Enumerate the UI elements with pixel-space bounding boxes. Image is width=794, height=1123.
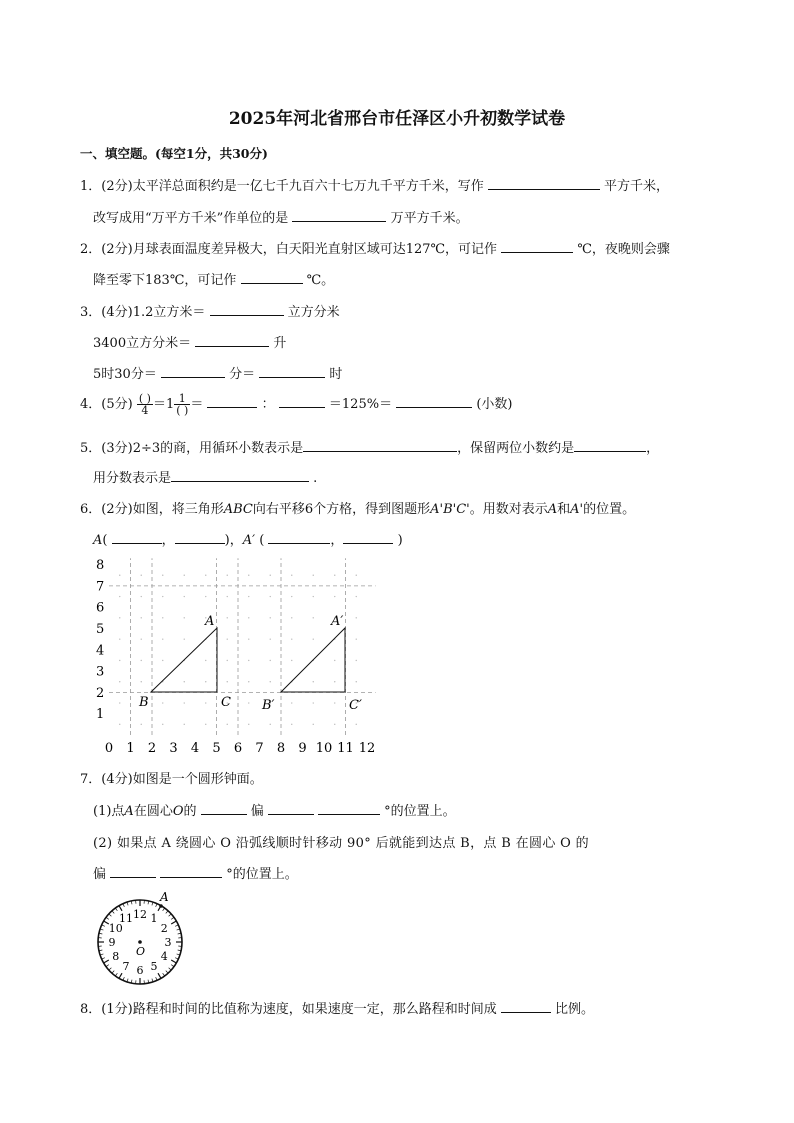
grid-dot bbox=[248, 638, 249, 639]
question-score: (2分) bbox=[101, 179, 133, 194]
grid-dot bbox=[313, 681, 314, 682]
clock-tick bbox=[112, 971, 114, 974]
triangle-name: A'B'C' bbox=[430, 502, 470, 517]
clock-tick bbox=[171, 917, 174, 919]
x-tick-label: 0 bbox=[104, 741, 114, 756]
question-text: 在圆心 bbox=[133, 804, 173, 819]
page-title: 2025年河北省邢台市任泽区小升初数学试卷 bbox=[228, 109, 566, 129]
grid-dot bbox=[119, 617, 120, 618]
grid-dot bbox=[119, 724, 120, 725]
question-text: 平方千米， bbox=[604, 179, 670, 194]
paren: ( bbox=[259, 533, 265, 548]
y-tick-label: 4 bbox=[96, 643, 105, 659]
comma: ， bbox=[161, 533, 175, 548]
x-tick-label: 1 bbox=[126, 741, 135, 756]
question-text: 比例。 bbox=[555, 1002, 595, 1017]
grid-dot bbox=[313, 617, 314, 618]
x-tick-label: 10 bbox=[315, 741, 333, 756]
y-tick-label: 1 bbox=[96, 707, 105, 723]
equals-sign: ＝125%＝ bbox=[328, 397, 393, 412]
grid-dot bbox=[291, 660, 292, 661]
question-text: 偏 bbox=[250, 804, 264, 819]
equals-sign: ＝ bbox=[190, 397, 204, 412]
paren: )， bbox=[224, 533, 243, 548]
grid-dot bbox=[227, 681, 228, 682]
grid-dot bbox=[162, 702, 163, 703]
clock-tick bbox=[112, 911, 114, 914]
grid-dot bbox=[291, 575, 292, 576]
x-tick-label: 12 bbox=[358, 741, 376, 756]
clock-tick bbox=[171, 960, 176, 963]
clock-tick bbox=[158, 973, 161, 978]
x-tick-label: 6 bbox=[233, 741, 243, 756]
grid-dot bbox=[184, 638, 185, 639]
question-text: 和 bbox=[557, 502, 571, 517]
grid-dot bbox=[356, 660, 357, 661]
clock-label-o: O bbox=[136, 945, 146, 958]
grid-dot bbox=[334, 702, 335, 703]
point-name: A bbox=[547, 502, 558, 517]
paren: ( bbox=[102, 533, 108, 548]
question-number: 2． bbox=[80, 242, 102, 257]
grid-dot bbox=[141, 724, 142, 725]
answer-blank[interactable] bbox=[112, 532, 162, 544]
answer-blank[interactable] bbox=[501, 241, 573, 253]
label-b: B bbox=[139, 695, 149, 710]
point-name: A bbox=[124, 804, 134, 819]
x-tick-label: 9 bbox=[298, 741, 307, 756]
clock-number: 12 bbox=[133, 908, 147, 921]
point-name: A bbox=[93, 533, 103, 548]
answer-blank[interactable] bbox=[268, 803, 314, 815]
answer-blank[interactable] bbox=[396, 396, 472, 408]
grid-dot bbox=[162, 660, 163, 661]
decimal-note: (小数) bbox=[476, 397, 513, 412]
y-tick-label: 5 bbox=[96, 622, 105, 637]
question-6-line-2 bbox=[93, 529, 403, 548]
x-tick-label: 11 bbox=[337, 741, 354, 756]
answer-blank[interactable] bbox=[175, 532, 225, 544]
clock-tick bbox=[163, 973, 165, 976]
question-text: 降至零下183℃，可记作 bbox=[93, 273, 237, 288]
grid-dot bbox=[313, 702, 314, 703]
question-text: °的位置上。 bbox=[384, 804, 456, 819]
grid-dot bbox=[334, 681, 335, 682]
point-name: O bbox=[172, 804, 184, 819]
question-text: 向右平移6个方格，得到图题形 bbox=[252, 502, 431, 517]
grid-dot bbox=[248, 575, 249, 576]
grid-dot bbox=[356, 575, 357, 576]
y-tick-label: 7 bbox=[96, 579, 105, 595]
question-text: 时 bbox=[329, 367, 343, 382]
clock-tick bbox=[104, 960, 109, 963]
grid-dot bbox=[141, 660, 142, 661]
grid-dot bbox=[270, 681, 271, 682]
question-score: (5分) bbox=[101, 397, 133, 412]
grid-dot bbox=[291, 596, 292, 597]
question-text: 的 bbox=[183, 804, 197, 819]
clock-tick bbox=[109, 914, 112, 916]
question-6-line-1 bbox=[80, 498, 635, 517]
grid-dot bbox=[205, 681, 206, 682]
question-text: 2÷3的商，用循环小数表示是 bbox=[132, 441, 304, 456]
answer-blank[interactable] bbox=[195, 335, 269, 347]
question-text: 3400立方分米＝ bbox=[93, 336, 192, 351]
clock-number: 5 bbox=[150, 960, 158, 974]
question-text: 用分数表示是 bbox=[93, 471, 172, 486]
question-7-line-1 bbox=[80, 768, 263, 787]
grid-dot bbox=[248, 596, 249, 597]
question-score: (4分) bbox=[101, 305, 133, 320]
grid-dot bbox=[184, 681, 185, 682]
question-text: 如图是一个圆形钟面。 bbox=[132, 772, 263, 787]
question-7-part-2 bbox=[93, 832, 589, 851]
y-tick-label: 2 bbox=[96, 685, 105, 701]
grid-dot bbox=[227, 660, 228, 661]
clock-number: 6 bbox=[136, 964, 144, 977]
grid-dot bbox=[270, 660, 271, 661]
answer-blank[interactable] bbox=[201, 803, 247, 815]
grid-dot bbox=[248, 617, 249, 618]
question-1-line-2 bbox=[93, 207, 469, 226]
question-7-part-1 bbox=[93, 800, 456, 819]
grid-dot bbox=[291, 724, 292, 725]
label-a: A bbox=[205, 614, 215, 629]
grid-dot bbox=[356, 596, 357, 597]
grid-dot bbox=[313, 596, 314, 597]
x-tick-label: 2 bbox=[147, 741, 157, 756]
grid-dot bbox=[119, 638, 120, 639]
answer-blank[interactable] bbox=[268, 532, 330, 544]
grid-dot bbox=[141, 681, 142, 682]
fraction-1 bbox=[137, 393, 153, 416]
question-2-line-2 bbox=[93, 269, 334, 288]
question-3-line-3 bbox=[93, 363, 342, 382]
grid-dot bbox=[119, 596, 120, 597]
grid-dot bbox=[334, 724, 335, 725]
grid-dot bbox=[205, 575, 206, 576]
grid-dot bbox=[356, 724, 357, 725]
clock-tick bbox=[106, 917, 109, 919]
point-name: A' bbox=[570, 502, 584, 517]
fraction-2 bbox=[174, 393, 190, 416]
answer-blank[interactable] bbox=[207, 396, 257, 408]
clock-number: 9 bbox=[108, 936, 116, 949]
answer-blank[interactable] bbox=[110, 866, 156, 878]
question-text: 立方分米 bbox=[287, 305, 340, 320]
question-8 bbox=[80, 998, 594, 1017]
clock-center-point bbox=[138, 940, 142, 944]
x-axis-ticks bbox=[105, 741, 375, 756]
clock-number: 4 bbox=[160, 950, 168, 963]
fraction-numerator[interactable]: ( ) bbox=[138, 392, 151, 405]
grid-dot bbox=[313, 575, 314, 576]
grid-dot bbox=[119, 660, 120, 661]
answer-blank[interactable] bbox=[241, 272, 303, 284]
clock-face-figure bbox=[92, 888, 192, 986]
colon-sign: ： bbox=[261, 397, 275, 412]
clock-number: 1 bbox=[150, 911, 158, 925]
clock-tick bbox=[166, 971, 168, 974]
question-text: ℃。 bbox=[306, 273, 335, 288]
clock-tick bbox=[163, 908, 165, 911]
question-3-line-1 bbox=[80, 301, 340, 320]
clock-number: 11 bbox=[119, 911, 133, 925]
answer-blank[interactable] bbox=[279, 396, 325, 408]
question-text: ， bbox=[646, 441, 660, 456]
grid-dot bbox=[162, 724, 163, 725]
grid-dot bbox=[162, 638, 163, 639]
clock-tick bbox=[169, 914, 172, 916]
question-text: ℃，夜晚则会骤 bbox=[577, 242, 670, 257]
clock-label-a: A bbox=[160, 890, 169, 904]
y-tick-label: 3 bbox=[96, 664, 105, 680]
question-text: (2) 如果点 A 绕圆心 O 沿弧线顺时针移动 90° 后就能到达点 B，点 B 在圆心 O 的 bbox=[93, 836, 590, 851]
grid-dot bbox=[270, 617, 271, 618]
grid-dot bbox=[184, 596, 185, 597]
grid-dot bbox=[270, 596, 271, 597]
grid-dot bbox=[227, 596, 228, 597]
answer-blank[interactable] bbox=[488, 178, 600, 190]
label-c-prime: C′ bbox=[349, 698, 362, 713]
x-tick-label: 5 bbox=[212, 741, 221, 756]
fraction-denominator[interactable]: ( ) bbox=[176, 404, 189, 417]
answer-blank[interactable] bbox=[574, 440, 646, 452]
x-tick-label: 4 bbox=[190, 741, 200, 756]
grid-dot bbox=[205, 596, 206, 597]
grid-dot bbox=[227, 638, 228, 639]
question-text: 万平方千米。 bbox=[390, 211, 469, 226]
grid-dot bbox=[184, 724, 185, 725]
grid-dot bbox=[248, 660, 249, 661]
clock-tick bbox=[171, 965, 174, 967]
answer-blank[interactable] bbox=[160, 866, 222, 878]
y-tick-label: 6 bbox=[96, 600, 105, 616]
question-number: 6． bbox=[80, 502, 102, 517]
clock-tick bbox=[119, 906, 122, 911]
question-number: 1． bbox=[80, 179, 102, 194]
answer-blank[interactable] bbox=[161, 366, 225, 378]
clock-tick bbox=[106, 965, 109, 967]
question-7-part-2-line-2 bbox=[93, 863, 298, 882]
grid-dot bbox=[356, 681, 357, 682]
question-2-line-1 bbox=[80, 238, 670, 257]
x-tick-label: 3 bbox=[169, 741, 178, 756]
point-name: A′ bbox=[242, 533, 256, 548]
grid-dot bbox=[119, 702, 120, 703]
fraction-denominator: 4 bbox=[141, 404, 149, 417]
grid-dot bbox=[313, 724, 314, 725]
question-text: . bbox=[313, 471, 318, 486]
label-a-prime: A′ bbox=[331, 614, 344, 629]
answer-blank[interactable] bbox=[303, 440, 457, 452]
clock-number: 10 bbox=[108, 922, 123, 935]
clock-tick bbox=[115, 908, 117, 911]
grid-dot bbox=[291, 702, 292, 703]
grid-dot bbox=[248, 681, 249, 682]
clock-tick bbox=[169, 968, 172, 970]
grid-dot bbox=[334, 575, 335, 576]
question-1-line-1 bbox=[80, 175, 669, 194]
clock-number: 7 bbox=[122, 960, 130, 974]
question-text: 改写成用“万平方千米”作单位的是 bbox=[93, 211, 289, 226]
question-number: 3． bbox=[80, 305, 102, 320]
question-text: 如图，将三角形 bbox=[132, 502, 224, 517]
answer-blank[interactable] bbox=[171, 470, 309, 482]
y-axis-ticks bbox=[96, 558, 104, 722]
clock-tick bbox=[171, 921, 176, 924]
answer-blank[interactable] bbox=[501, 1001, 551, 1013]
grid-dot bbox=[227, 617, 228, 618]
question-text: 5时30分＝ bbox=[93, 367, 157, 382]
question-text: 太平洋总面积约是一亿七千九百六十七万九千平方千米，写作 bbox=[132, 179, 484, 194]
grid-dot bbox=[334, 660, 335, 661]
grid-dot bbox=[184, 702, 185, 703]
grid-dot bbox=[141, 596, 142, 597]
grid-dot bbox=[141, 638, 142, 639]
question-5-line-2 bbox=[93, 467, 317, 486]
answer-blank[interactable] bbox=[343, 532, 393, 544]
grid-dot bbox=[141, 575, 142, 576]
grid-dot bbox=[162, 617, 163, 618]
grid-dot bbox=[270, 575, 271, 576]
answer-blank[interactable] bbox=[259, 366, 325, 378]
grid-dot bbox=[227, 575, 228, 576]
x-tick-label: 7 bbox=[255, 741, 264, 756]
question-3-line-2 bbox=[93, 332, 286, 351]
question-text: (1)点 bbox=[93, 804, 125, 819]
question-number: 7． bbox=[80, 772, 102, 787]
x-tick-label: 8 bbox=[276, 741, 286, 756]
grid-dot bbox=[227, 724, 228, 725]
answer-blank[interactable] bbox=[210, 304, 284, 316]
grid-dot bbox=[141, 617, 142, 618]
clock-tick bbox=[119, 973, 122, 978]
grid-dot bbox=[270, 724, 271, 725]
grid-dot bbox=[205, 702, 206, 703]
grid-dot bbox=[119, 681, 120, 682]
answer-blank[interactable] bbox=[292, 210, 386, 222]
question-text: °的位置上。 bbox=[226, 867, 298, 882]
grid-lines bbox=[109, 558, 376, 735]
question-5-line-1 bbox=[80, 437, 659, 456]
label-b-prime: B′ bbox=[262, 698, 275, 713]
grid-dot bbox=[119, 575, 120, 576]
question-number: 5． bbox=[80, 441, 102, 456]
clock-number: 8 bbox=[112, 950, 120, 963]
fraction-numerator: 1 bbox=[174, 393, 190, 405]
question-text: 升 bbox=[273, 336, 287, 351]
comma: ， bbox=[330, 533, 344, 548]
grid-dot bbox=[313, 638, 314, 639]
grid-dot bbox=[248, 724, 249, 725]
question-score: (4分) bbox=[101, 772, 133, 787]
grid-dot bbox=[291, 617, 292, 618]
clock-tick bbox=[115, 973, 117, 976]
clock-tick bbox=[109, 968, 112, 970]
grid-dot bbox=[162, 575, 163, 576]
question-text: 路程和时间的比值称为速度，如果速度一定，那么路程和时间成 bbox=[132, 1002, 497, 1017]
question-score: (3分) bbox=[101, 441, 133, 456]
grid-dot bbox=[356, 617, 357, 618]
question-text: ，保留两位小数约是 bbox=[457, 441, 575, 456]
grid-dot bbox=[205, 724, 206, 725]
question-number: 8． bbox=[80, 1002, 102, 1017]
y-tick-label: 8 bbox=[96, 558, 105, 574]
question-text: 分＝ bbox=[229, 367, 256, 382]
question-text: 的位置。 bbox=[583, 502, 636, 517]
question-text: 1.2立方米＝ bbox=[132, 305, 206, 320]
question-score: (2分) bbox=[101, 242, 133, 257]
grid-dot bbox=[291, 638, 292, 639]
point-a-marker bbox=[159, 904, 163, 908]
coordinate-grid-figure bbox=[88, 554, 388, 756]
question-text: 月球表面温度差异极大，白天阳光直射区域可达127℃，可记作 bbox=[132, 242, 498, 257]
clock-tick bbox=[166, 911, 168, 914]
section-heading: 一、填空题。(每空1分，共30分) bbox=[80, 146, 268, 161]
grid-dot bbox=[184, 617, 185, 618]
grid-dot bbox=[356, 638, 357, 639]
grid-dot bbox=[205, 660, 206, 661]
question-4 bbox=[80, 393, 513, 416]
paren: ) bbox=[397, 533, 403, 548]
clock-number: 3 bbox=[164, 936, 172, 949]
answer-blank[interactable] bbox=[318, 803, 380, 815]
grid-dot bbox=[184, 575, 185, 576]
grid-dot bbox=[270, 638, 271, 639]
grid-dot bbox=[248, 702, 249, 703]
question-score: (2分) bbox=[101, 502, 133, 517]
clock-number: 2 bbox=[160, 922, 168, 935]
question-text: 。用数对表示 bbox=[469, 502, 548, 517]
label-c: C bbox=[221, 695, 231, 710]
equals-sign: ＝1 bbox=[152, 397, 175, 412]
grid-dot bbox=[334, 596, 335, 597]
question-score: (1分) bbox=[101, 1002, 133, 1017]
question-text: 偏 bbox=[93, 867, 107, 882]
grid-dot bbox=[162, 596, 163, 597]
triangle-name: ABC bbox=[223, 502, 253, 517]
question-number: 4． bbox=[80, 397, 102, 412]
